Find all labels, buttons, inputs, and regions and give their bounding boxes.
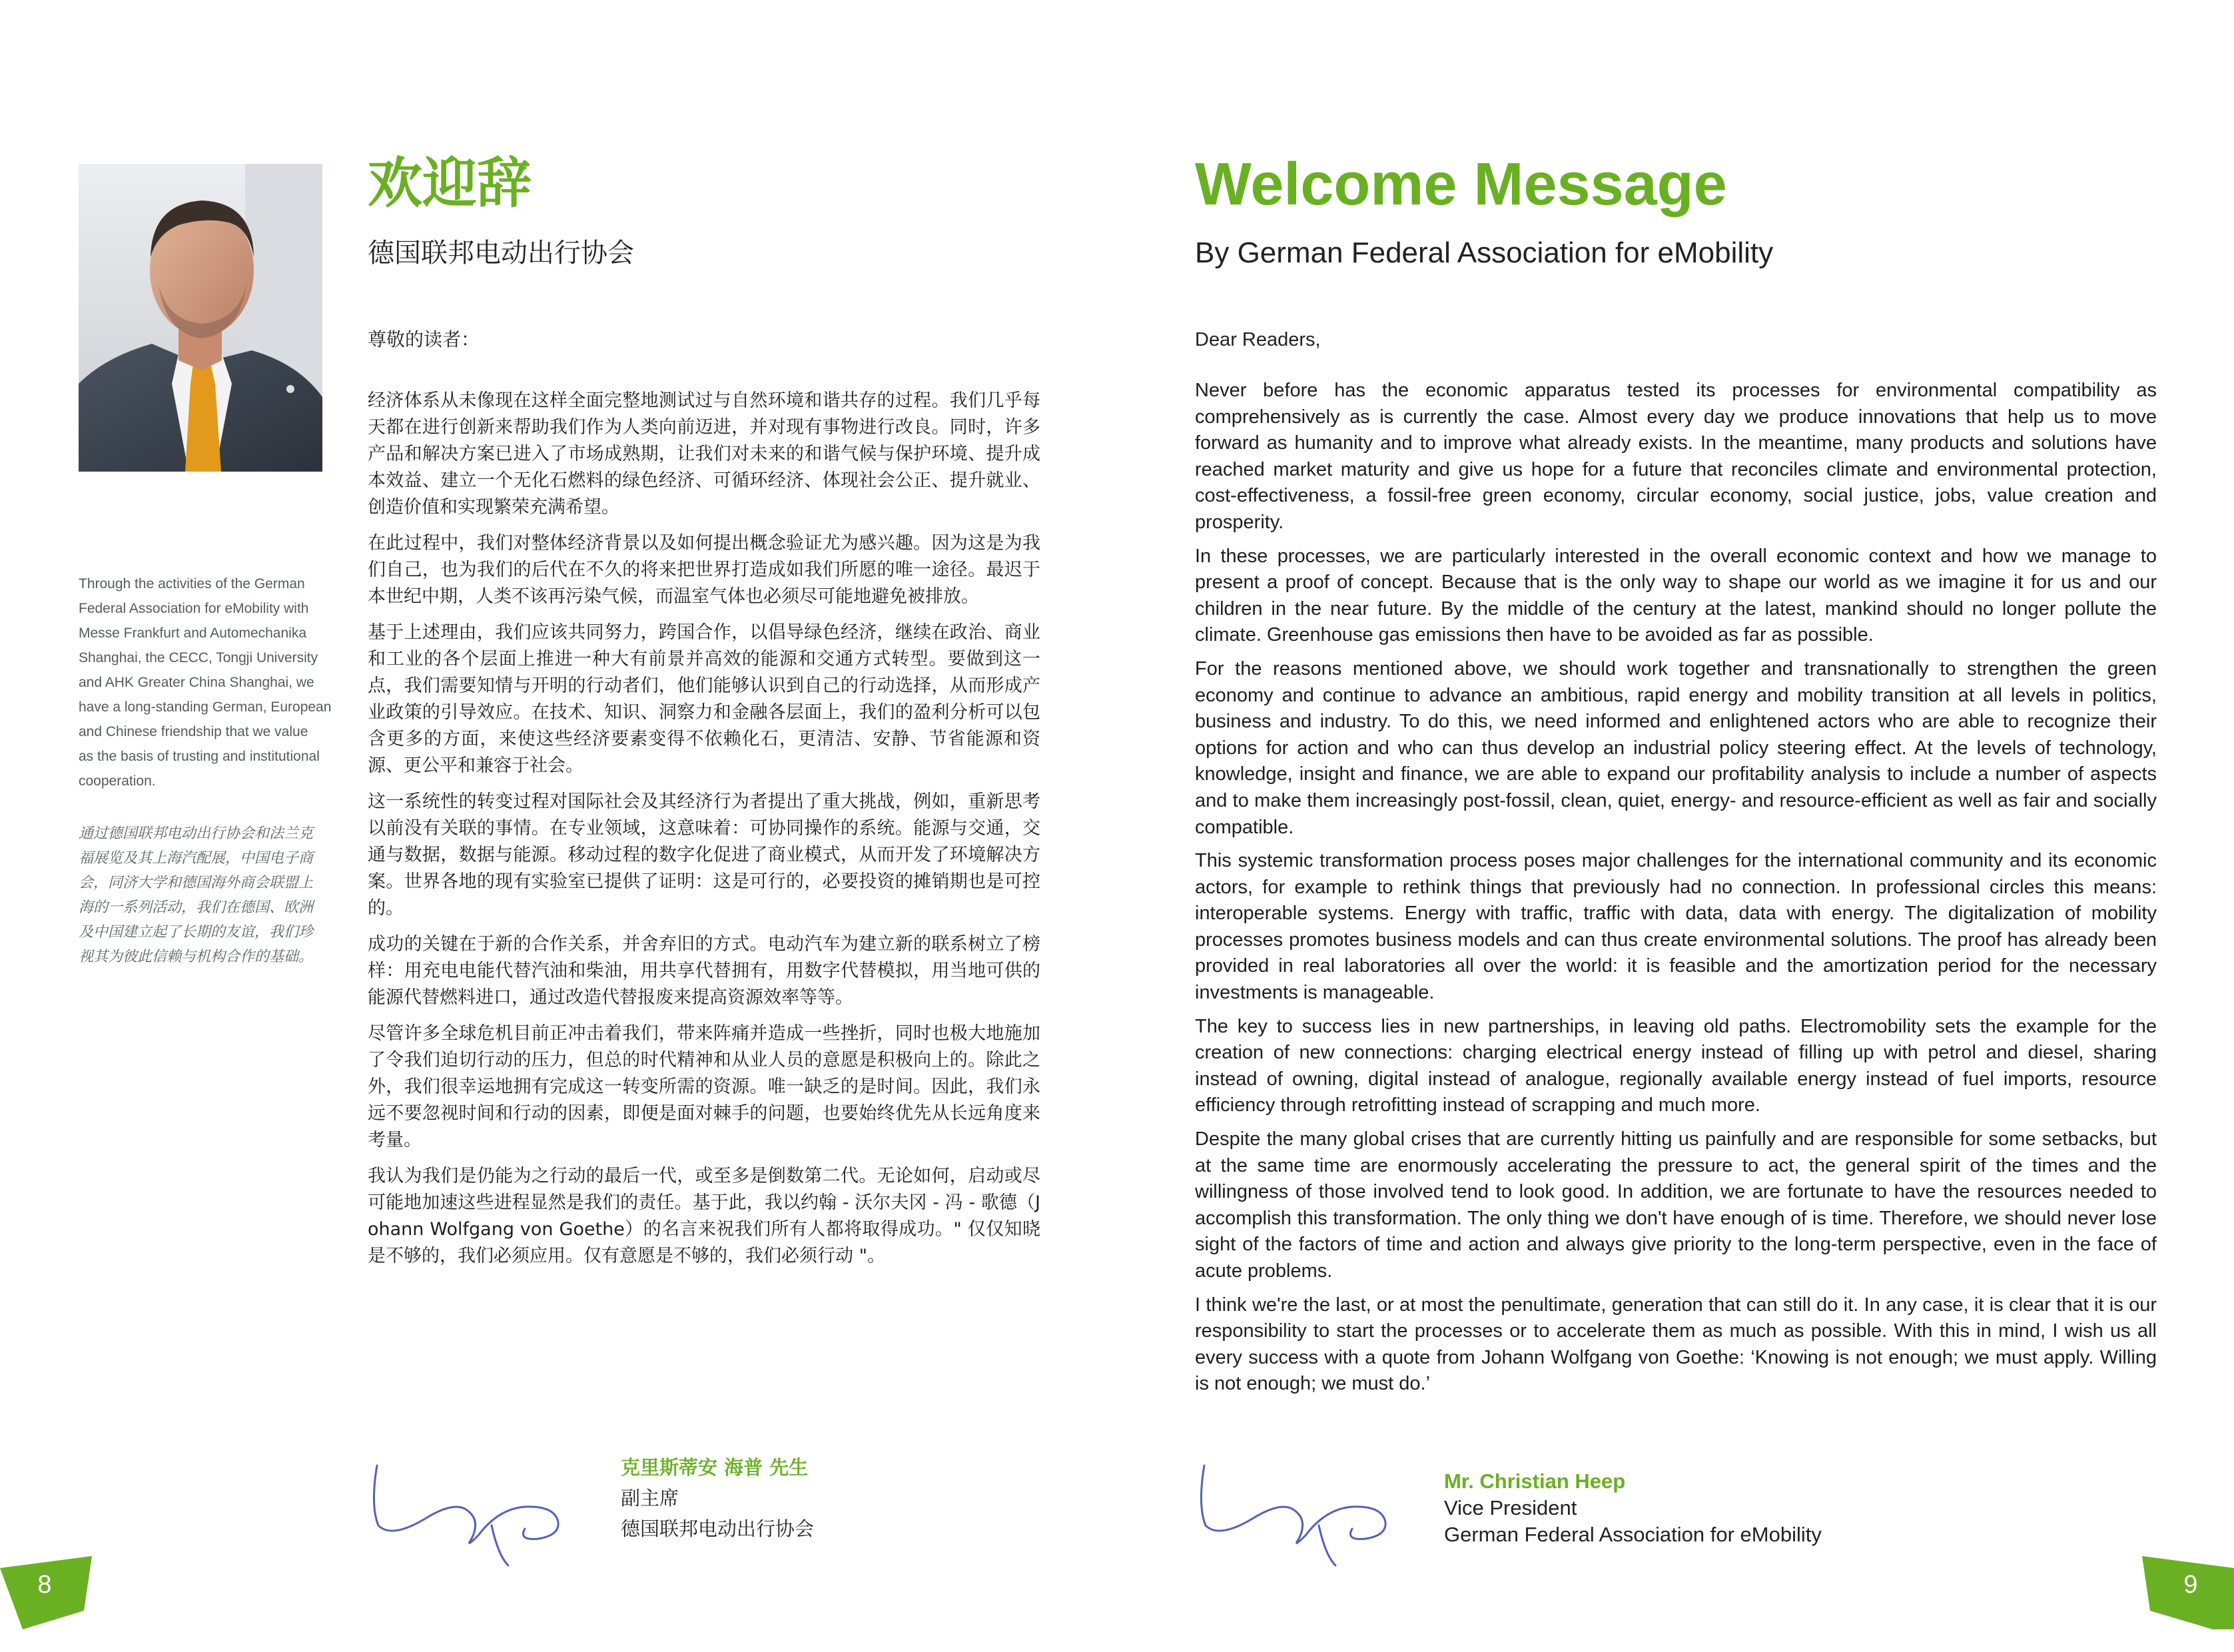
side-note-line: 通过德国联邦电动出行协会和法兰克 (79, 825, 314, 841)
signer-role: Vice President (1444, 1496, 1577, 1519)
signer-name: Mr. Christian Heep (1444, 1469, 1626, 1493)
signer-block-english (1444, 1468, 1822, 1548)
paragraph: In these processes, we are particularly interested in the overall economic context and how we manage to present a proof of concept. Because that is the only way to shape our world as we imagine it for us and our children in the near future. By the middle of the century at the latest, mankind should no longer pollute the climate. Greenhouse gas emissions then have to be avoided as far as possible. (1195, 545, 2157, 646)
page-number: 9 (2183, 1571, 2198, 1599)
side-note-line: cooperation. (79, 773, 156, 789)
side-note-line: 及中国建立起了长期的友谊，我们珍 (79, 923, 314, 940)
paragraph: 经济体系从未像现在这样全面完整地测试过与自然环境和谐共存的过程。我们几乎每天都在进行创新来帮助我们作为人类向前迈进，并对现有事物进行改良。同时，许多产品和解决方案已进入了市场成熟期，让我们对未来的和谐气候与保护环境、提升成本效益、建立一个无化石燃料的绿色经济、可循环经济、体现社会公正、提升就业、创造价值和实现繁荣充满希望。 (368, 390, 1040, 518)
portrait-photo (79, 164, 322, 472)
paragraph: 在此过程中，我们对整体经济背景以及如何提出概念验证尤为感兴趣。因为这是为我们自己，也为我们的后代在不久的将来把世界打造成如我们所愿的唯一途径。最迟于本世纪中期，人类不该再污染气候，而温室气体也必须尽可能地避免被排放。 (368, 533, 1040, 607)
paragraph: I think we're the last, or at most the penultimate, generation that can still do it. In any case, it is clear that it is our responsibility to start the processes or to accelerate them as much as possible. With this in mind, I wish us all every success with a quote from Johann Wolfgang von Goethe: ‘Knowing is not enough; we must apply. Willing is not enough; we must do.’ (1195, 1294, 2157, 1395)
page-number-tab-right (2141, 1556, 2234, 1629)
paragraph: 我认为我们是仍能为之行动的最后一代，或至多是倒数第二代。无论如何，启动或尽可能地加速这些进程显然是我们的责任。基于此，我以约翰 - 沃尔夫冈 - 冯 - 歌德（Johann Wolfgang von Goethe）的名言来祝我们所有人都将取得成功。" 仅仅知晓是不够的，我们必须应用。仅有意愿是不够的，我们必须行动 "。 (368, 1166, 1040, 1266)
paragraph: The key to success lies in new partnerships, in leaving old paths. Electromobility sets the example for the creation of new connections: charging electrical energy instead of filling up with petrol and diesel, sharing instead of owning, digital instead of analogue, regionally available energy instead of fuel imports, resource efficiency through retrofitting instead of scrapping and much more. (1195, 1015, 2157, 1116)
side-note-line: 会，同济大学和德国海外商会联盟上 (79, 874, 314, 891)
side-note-line: Messe Frankfurt and Automechanika (79, 625, 307, 641)
side-note-line: Through the activities of the German (79, 576, 305, 592)
body-chinese (368, 388, 1040, 1279)
side-note-chinese (79, 821, 325, 969)
side-note-line: Federal Association for eMobility with (79, 601, 309, 616)
paragraph: Never before has the economic apparatus tested its processes for environmental compatibility as comprehensively as is currently the case. Almost every day we produce innovations that help us to move forward as humanity and to improve what already exists. In the meantime, many products and solutions have reached market maturity and give us hope for a future that reconciles climate and environmental protection, cost-effectiveness, a fossil-free green economy, circular economy, social justice, jobs, value creation and prosperity. (1195, 380, 2157, 533)
side-note-line: 视其为彼此信赖与机构合作的基础。 (79, 948, 314, 965)
paragraph: For the reasons mentioned above, we should work together and transnationally to strengthen the green economy and continue to advance an ambitious, rapid energy and mobility transition at all levels in politics, business and industry. To do this, we need informed and enlightened actors who are able to recognize their options for action and who can thus develop an industrial policy steering effect. At the levels of technology, knowledge, insight and finance, we are able to expand our profitability analysis to include a number of aspects and to make them increasingly post-fossil, clean, quiet, energy- and resource-efficient as well as fair and socially compatible. (1195, 657, 2157, 838)
signature-image (1192, 1446, 1419, 1572)
paragraph: 基于上述理由，我们应该共同努力，跨国合作，以倡导绿色经济，继续在政治、商业和工业的各个层面上推进一种大有前景并高效的能源和交通方式转型。要做到这一点，我们需要知情与开明的行动者们，他们能够认识到自己的行动选择，从而形成产业政策的引导效应。在技术、知识、洞察力和金融各层面上，我们的盈利分析可以包含更多的方面，来使这些经济要素变得不依赖化石，更清洁、安静、节省能源和资源、更公平和兼容于社会。 (368, 622, 1040, 776)
side-note-line: Shanghai, the CECC, Tongji University (79, 650, 318, 665)
paragraph: This systemic transformation process poses major challenges for the international community and its economic actors, for example to rethink things that previously had no connection. In professional circles this means: interoperable systems. Energy with traffic, traffic with data, data with energy. The digitalization of mobility processes promotes business models and can thus create environmental solutions. The proof has already been provided in real laboratories all over the world: it is feasible and the amortization period for the necessary investments is manageable. (1195, 850, 2157, 1004)
page-subtitle-english: By German Federal Association for eMobility (1195, 236, 1774, 269)
page-title-chinese: 欢迎辞 (368, 152, 532, 215)
side-note-line: and Chinese friendship that we value (79, 724, 308, 739)
paragraph: 尽管许多全球危机目前正冲击着我们，带来阵痛并造成一些挫折，同时也极大地施加了令我们迫切行动的压力，但总的时代精神和从业人员的意愿是积极向上的。除此之外，我们很幸运地拥有完成这一转变所需的资源。唯一缺乏的是时间。因此，我们永远不要忽视时间和行动的因素，即便是面对棘手的问题，也要始终优先从长远角度来考量。 (368, 1023, 1040, 1150)
paragraph: 这一系统性的转变过程对国际社会及其经济行为者提出了重大挑战，例如，重新思考以前没有关联的事情。在专业领域，这意味着：可协同操作的系统。能源与交通，交通与数据，数据与能源。移动过程的数字化促进了商业模式，从而开发了环境解决方案。世界各地的现有实验室已提供了证明：这是可行的，必要投资的摊销期也是可控的。 (368, 791, 1040, 919)
signer-organization: 德国联邦电动出行协会 (621, 1517, 815, 1540)
paragraph: Despite the many global crises that are currently hitting us painfully and are responsible for some setbacks, but at the same time are enormously accelerating the pressure to act, the general spirit of the times and the willingness of those involved tend to look good. In addition, we are fortunate to have the resources needed to accomplish this transformation. The only thing we don't have enough of is time. Therefore, we should never lose sight of the factors of time and action and always give priority to the long-term perspective, even in the face of acute problems. (1195, 1128, 2157, 1282)
paragraph: 成功的关键在于新的合作关系，并舍弃旧的方式。电动汽车为建立新的联系树立了榜样：用充电电能代替汽油和柴油，用共享代替拥有，用数字代替模拟，用当地可供的能源代替燃料进口，通过改造代替报废来提高资源效率等等。 (368, 934, 1040, 1008)
signature-scribble (1192, 1446, 1419, 1572)
page-number: 8 (37, 1571, 52, 1599)
page-subtitle-chinese: 德国联邦电动出行协会 (368, 238, 634, 268)
signature-image (365, 1446, 591, 1572)
side-note-line: 海的一系列活动，我们在德国、欧洲 (79, 899, 314, 915)
side-note-line: and AHK Greater China Shanghai, we (79, 675, 314, 690)
signer-role: 副主席 (621, 1487, 679, 1509)
portrait-illustration (79, 164, 322, 472)
signer-organization: German Federal Association for eMobility (1444, 1523, 1822, 1546)
page-number-tab-left (0, 1556, 93, 1629)
side-note-english (79, 572, 332, 793)
signer-block-chinese (621, 1452, 814, 1544)
page-title-english: Welcome Message (1195, 151, 1727, 218)
salutation-chinese: 尊敬的读者： (368, 328, 480, 350)
signature-scribble (365, 1446, 591, 1572)
signer-name: 克里斯蒂安 海普 先生 (621, 1456, 809, 1479)
side-note-line: 福展览及其上海汽配展，中国电子商 (79, 849, 314, 866)
side-note-line: have a long-standing German, European (79, 699, 332, 715)
body-english (1195, 378, 2157, 1405)
side-note-line: as the basis of trusting and institutional (79, 749, 320, 764)
salutation-english: Dear Readers, (1195, 329, 1321, 350)
